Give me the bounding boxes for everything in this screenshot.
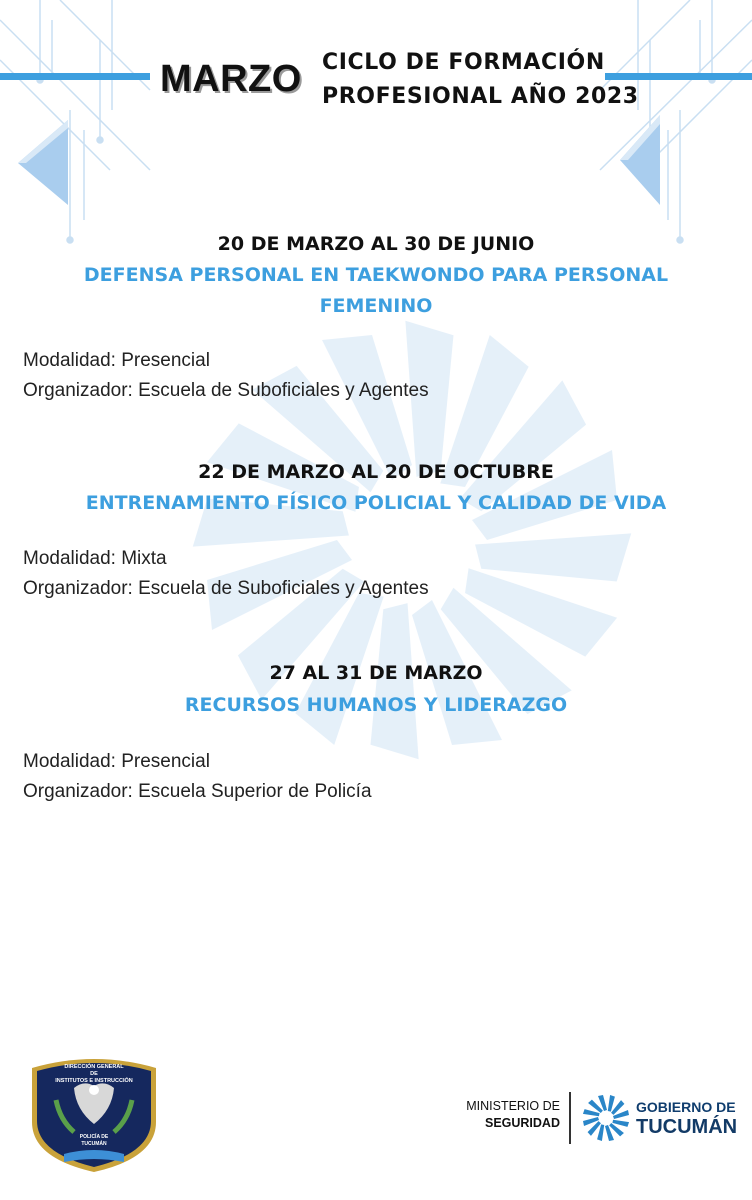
footer-divider	[569, 1092, 571, 1144]
event-2-title-line1: ENTRENAMIENTO FÍSICO POLICIAL Y CALIDAD DE VIDA	[85, 492, 667, 514]
event-2-organizador: Organizador: Escuela de Suboficiales y Agentes	[23, 578, 429, 599]
event-1-title-line1: DEFENSA PERSONAL EN TAEKWONDO PARA PERSONAL	[83, 264, 669, 286]
left-accent-bar	[0, 73, 150, 80]
cycle-title-line2: PROFESIONAL AÑO 2023	[322, 84, 639, 109]
right-accent-bar	[605, 73, 752, 80]
left-ornament	[0, 0, 150, 243]
gobierno-line2: TUCUMÁN	[636, 1116, 738, 1138]
cycle-title-line1: CICLO DE FORMACIÓN	[322, 50, 605, 75]
police-institute-badge	[24, 1050, 164, 1175]
event-3-title-line1: RECURSOS HUMANOS Y LIDERAZGO	[184, 694, 568, 716]
gobierno-line1: GOBIERNO DE	[636, 1099, 736, 1115]
badge-text-4: POLICÍA DE	[79, 1134, 109, 1140]
badge-text-2: DE	[90, 1071, 98, 1077]
event-3-dates: 27 AL 31 DE MARZO	[269, 662, 483, 684]
right-ornament	[600, 0, 752, 243]
ministerio-logo-text	[466, 1098, 560, 1132]
event-2-dates: 22 DE MARZO AL 20 DE OCTUBRE	[198, 461, 554, 483]
gobierno-logo-text	[636, 1098, 737, 1138]
event-1-dates: 20 DE MARZO AL 30 DE JUNIO	[217, 233, 535, 255]
event-3-organizador: Organizador: Escuela Superior de Policía	[23, 781, 372, 802]
event-2-modalidad: Modalidad: Mixta	[23, 548, 167, 569]
gobierno-sun-logo-icon	[580, 1092, 632, 1144]
badge-text-5: TUCUMÁN	[81, 1141, 107, 1147]
event-1-organizador: Organizador: Escuela de Suboficiales y Agentes	[23, 380, 429, 401]
month-heading: MARZO	[160, 58, 302, 100]
event-1-title-line2: FEMENINO	[319, 295, 433, 317]
badge-text-1: DIRECCIÓN GENERAL	[64, 1064, 124, 1070]
ministerio-line2: SEGURIDAD	[484, 1116, 560, 1130]
event-3-modalidad: Modalidad: Presencial	[23, 751, 210, 772]
ministerio-line1: MINISTERIO DE	[466, 1099, 560, 1113]
event-1-modalidad: Modalidad: Presencial	[23, 350, 210, 371]
badge-text-3: INSTITUTOS E INSTRUCCIÓN	[55, 1078, 133, 1084]
